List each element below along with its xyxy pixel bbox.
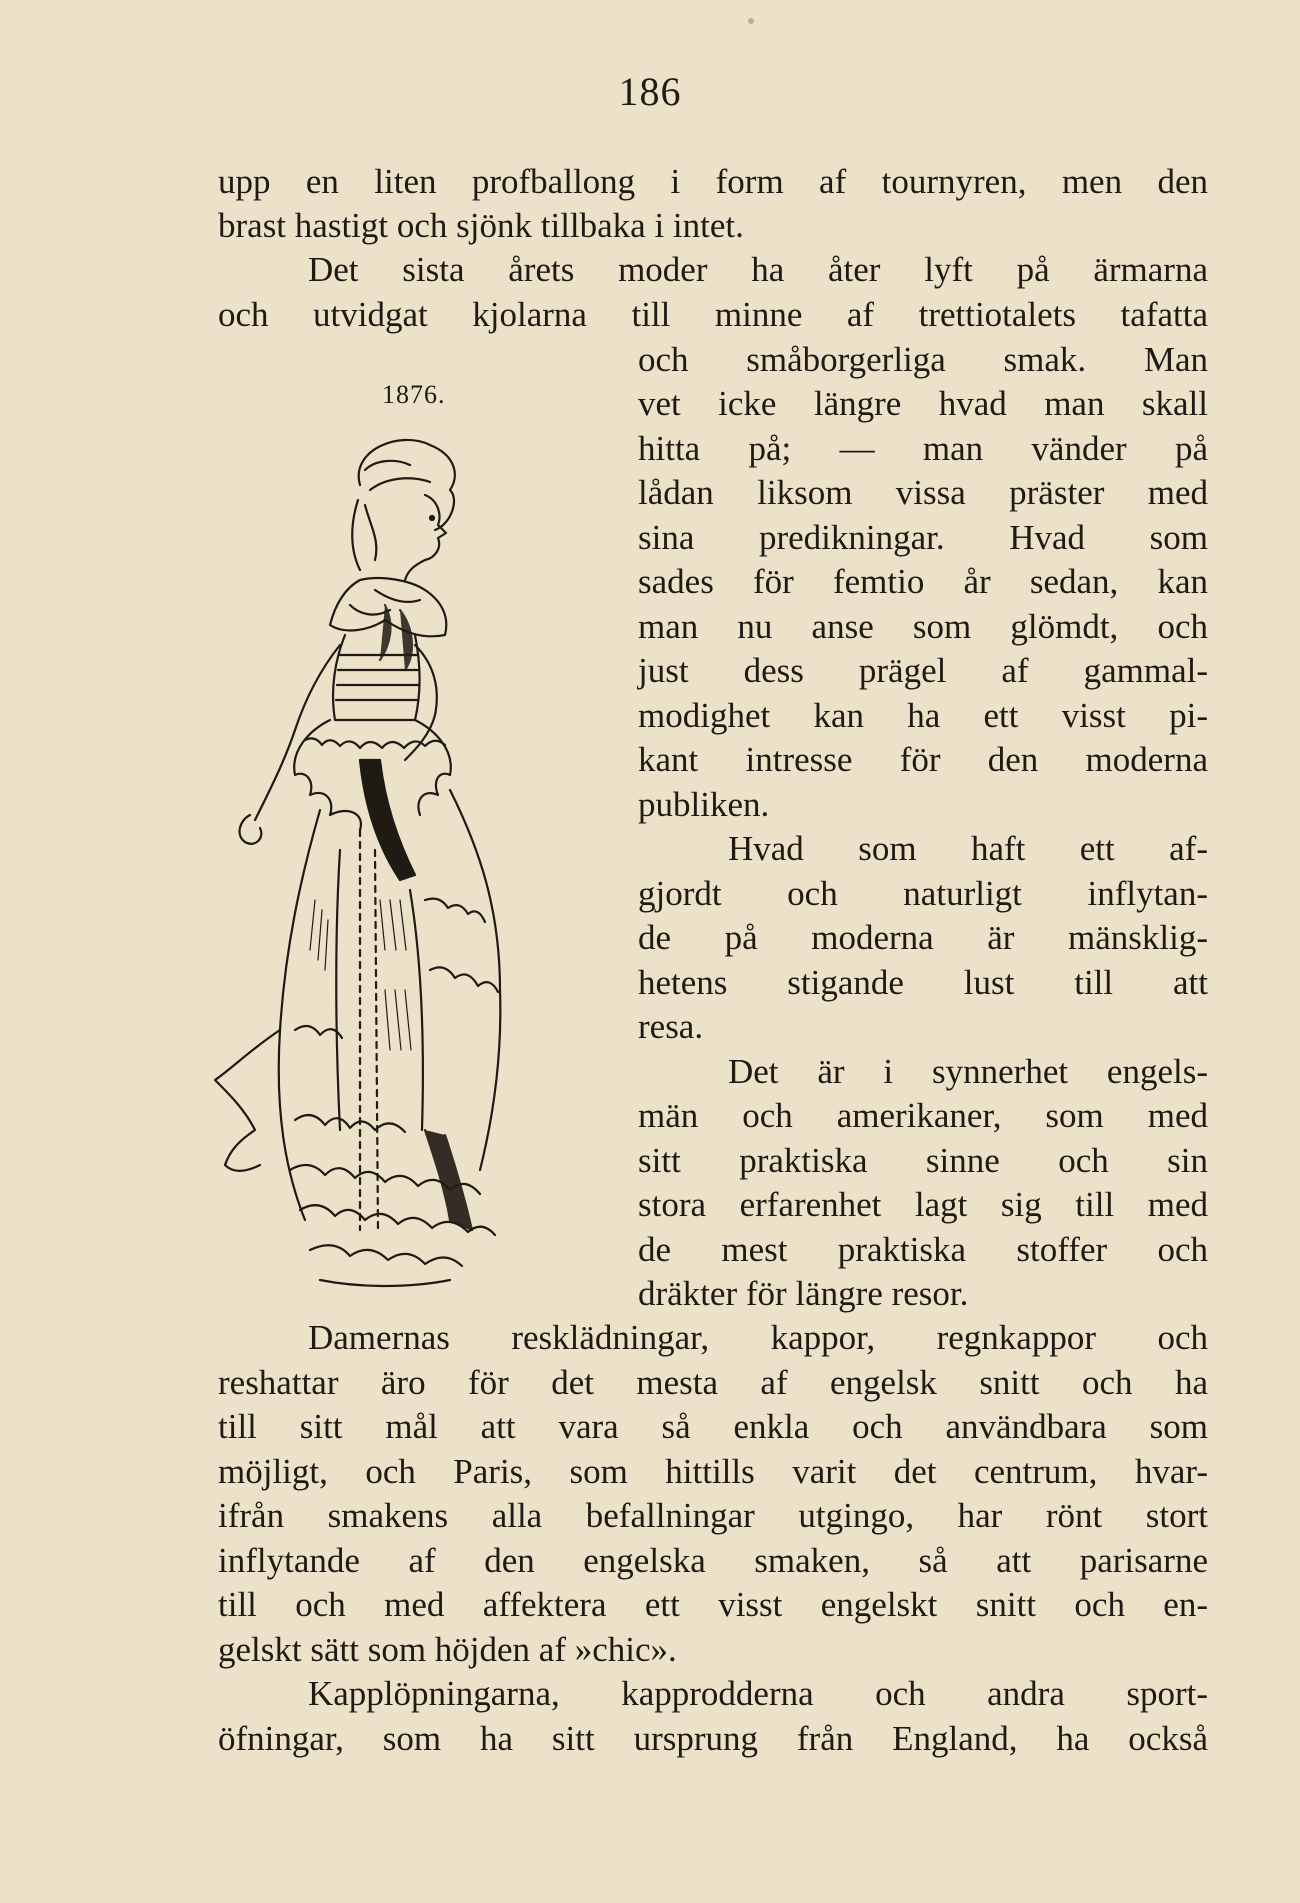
paper-speck (748, 18, 754, 24)
text-line: och utvidgat kjolarna till minne af trettiotalets tafatta (218, 295, 1208, 334)
text-line: öfningar, som ha sitt ursprung från England, ha också (218, 1719, 1208, 1758)
text-line: upp en liten profballong i form af tournyren, men den (218, 162, 1208, 201)
text-line: modighet kan ha ett visst pi- (638, 696, 1208, 735)
text-line: och småborgerliga smak. Man (638, 340, 1208, 379)
text-line: stora erfarenhet lagt sig till med (638, 1185, 1208, 1224)
text-line: till och med affektera ett visst engelskt snitt och en- (218, 1585, 1208, 1624)
text-line: inflytande af den engelska smaken, så att parisarne (218, 1541, 1208, 1580)
text-line: gelskt sätt som höjden af »chic». (218, 1630, 677, 1669)
text-line: möjligt, och Paris, som hittills varit det centrum, hvar- (218, 1452, 1208, 1491)
text-line: sitt praktiska sinne och sin (638, 1141, 1208, 1180)
fashion-figure-illustration (210, 430, 610, 1295)
text-line: de mest praktiska stoffer och (638, 1230, 1208, 1269)
text-line: Damernas resklädningar, kappor, regnkappor och (308, 1318, 1208, 1357)
text-line: reshattar äro för det mesta af engelsk snitt och ha (218, 1363, 1208, 1402)
page-number: 186 (618, 69, 682, 114)
text-line: publiken. (638, 785, 770, 824)
text-line: gjordt och naturligt inflytan- (638, 874, 1208, 913)
text-line: män och amerikaner, som med (638, 1096, 1208, 1135)
text-line: Hvad som haft ett af- (728, 829, 1208, 868)
text-line: hitta på; — man vänder på (638, 429, 1208, 468)
text-line: man nu anse som glömdt, och (638, 607, 1208, 646)
text-line: Det sista årets moder ha åter lyft på ärmarna (308, 250, 1208, 289)
text-line: ifrån smakens alla befallningar utgingo, har rönt stort (218, 1496, 1208, 1535)
text-line: Kapplöpningarna, kapprodderna och andra sport- (308, 1674, 1208, 1713)
text-line: de på moderna är mänsklig- (638, 918, 1208, 957)
text-line: kant intresse för den moderna (638, 740, 1208, 779)
text-line: lådan liksom vissa präster med (638, 473, 1208, 512)
text-line: till sitt mål att vara så enkla och användbara som (218, 1407, 1208, 1446)
text-line: sina predikningar. Hvad som (638, 518, 1208, 557)
text-line: brast hastigt och sjönk tillbaka i intet. (218, 206, 744, 245)
text-line: Det är i synnerhet engels- (728, 1052, 1208, 1091)
woman-in-dress-icon (215, 440, 500, 1286)
figure-caption: 1876. (382, 380, 446, 409)
text-line: vet icke längre hvad man skall (638, 384, 1208, 423)
text-line: hetens stigande lust till att (638, 963, 1208, 1002)
text-line: just dess prägel af gammal- (638, 651, 1208, 690)
text-line: sades för femtio år sedan, kan (638, 562, 1208, 601)
text-line: dräkter för längre resor. (638, 1274, 969, 1313)
text-line: resa. (638, 1007, 704, 1046)
